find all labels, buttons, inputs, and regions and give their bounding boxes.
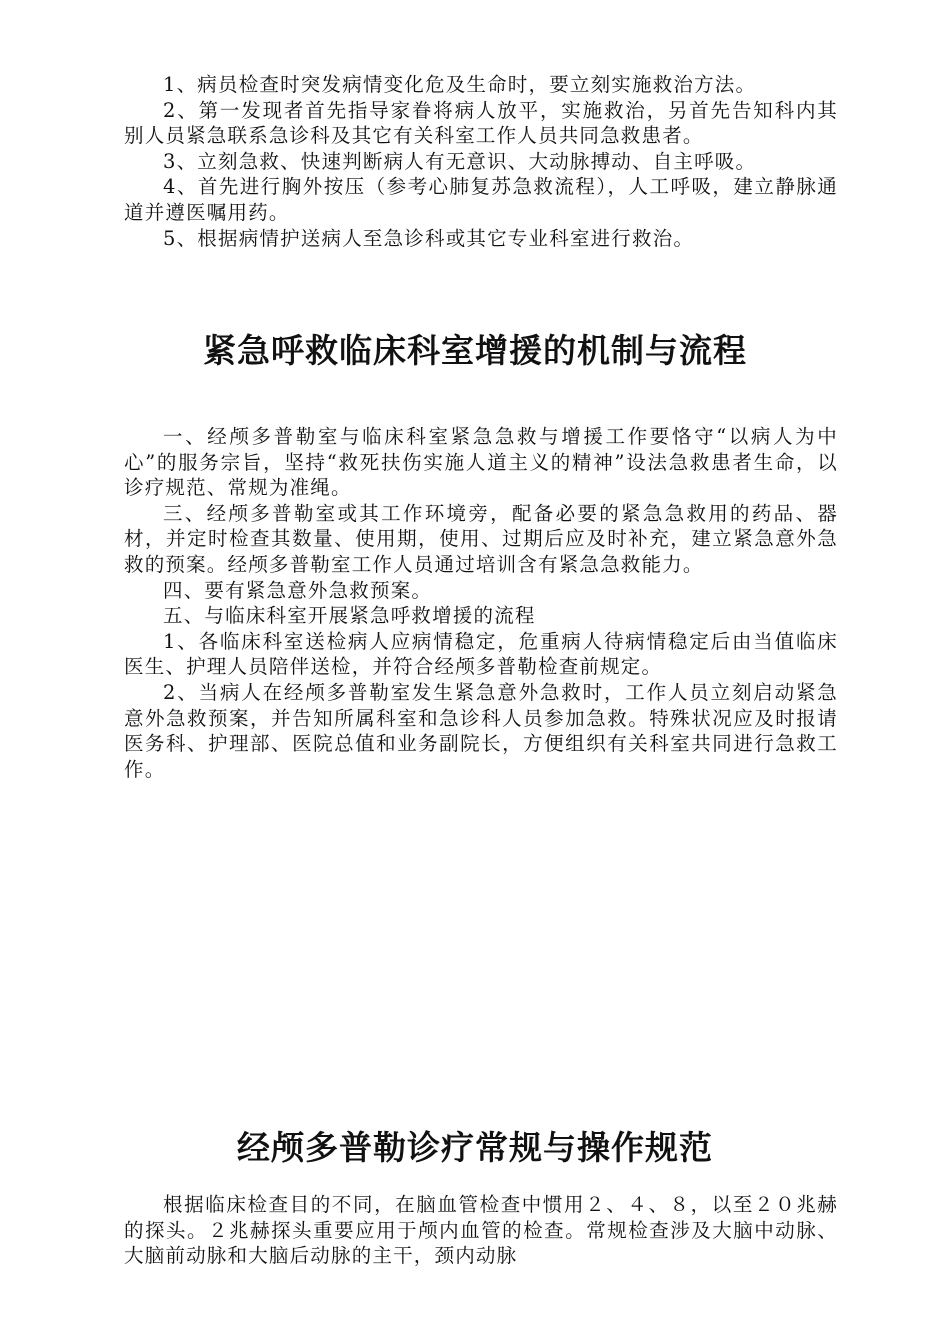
paragraph-flow-2: 2、当病人在经颅多普勒室发生紧急意外急救时，工作人员立刻启动紧急意外急救预案，并告知所属科室和急诊科人员参加急救。特殊状况应及时报请医务科、护理部、医院总值和业务副院长，方便组织有关科室共同进行急救工作。 <box>124 680 838 781</box>
section-emergency-steps <box>124 72 838 251</box>
section-rescue-mechanism <box>124 424 838 782</box>
paragraph-probe-usage: 根据临床检查目的不同，在脑血管检查中惯用２、４、８，以至２０兆赫的探头。２兆赫探头重要应用于颅内血管的检查。常规检查涉及大脑中动脉、大脑前动脉和大脑后动脉的主干，颈内动脉 <box>124 1193 838 1268</box>
paragraph-clause-4: 四、要有紧急意外急救预案。 <box>163 578 433 602</box>
section-title-rescue-mechanism: 紧急呼救临床科室增援的机制与流程 <box>203 331 747 370</box>
paragraph-flow-1: 1、各临床科室送检病人应病情稳定，危重病人待病情稳定后由当值临床医生、护理人员陪伴送检，并符合经颅多普勒检查前规定。 <box>124 629 838 679</box>
section-title-tcd-routine: 经颅多普勒诊疗常规与操作规范 <box>237 1128 713 1167</box>
paragraph-step-5: 5、根据病情护送病人至急诊科或其它专业科室进行救治。 <box>163 226 695 250</box>
paragraph-clause-1: 一、经颅多普勒室与临床科室紧急急救与增援工作要恪守“以病人为中心”的服务宗旨，坚持“救死扶伤实施人道主义的精神”设法急救患者生命，以诊疗规范、常规为准绳。 <box>124 425 838 500</box>
paragraph-step-1: 1、病员检查时突发病情变化危及生命时，要立刻实施救治方法。 <box>163 73 757 96</box>
paragraph-step-3: 3、立刻急救、快速判断病人有无意识、大动脉搏动、自主呼吸。 <box>163 149 757 173</box>
section-tcd-routine <box>124 1192 838 1269</box>
paragraph-clause-3: 三、经颅多普勒室或其工作环境旁，配备必要的紧急急救用的药品、器材，并定时检查其数量、使用期，使用、过期后应及时补充，建立紧急意外急救的预案。经颅多普勒室工作人员通过培训含有紧急急救能力。 <box>124 501 838 576</box>
paragraph-step-2: 2、第一发现者首先指导家眷将病人放平，实施救治，另首先告知科内其别人员紧急联系急诊科及其它有关科室工作人员共同急救患者。 <box>124 98 838 148</box>
paragraph-step-4: 4、首先进行胸外按压（参考心肺复苏急救流程），人工呼吸，建立静脉通道并遵医嘱用药。 <box>124 175 838 224</box>
paragraph-clause-5: 五、与临床科室开展紧急呼救增援的流程 <box>163 604 536 628</box>
